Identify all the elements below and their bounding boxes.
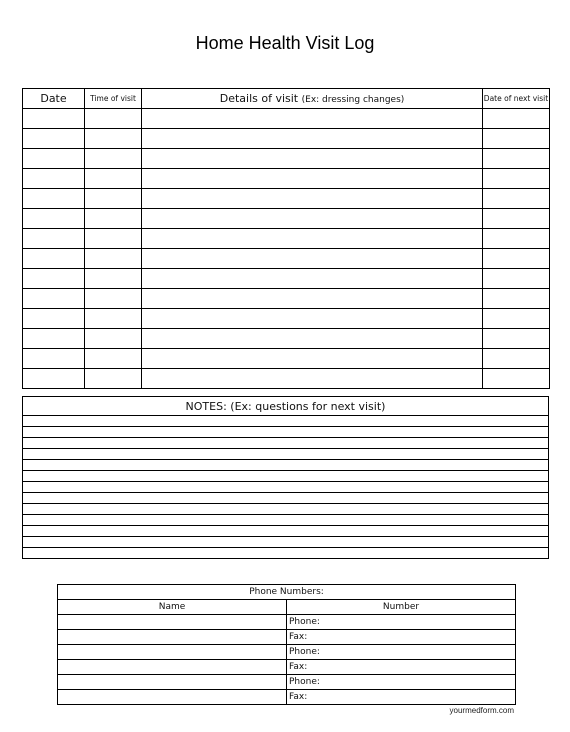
time-cell[interactable] [85, 229, 142, 249]
notes-table [22, 396, 549, 559]
notes-line-cell[interactable] [23, 548, 549, 559]
next-visit-cell[interactable] [483, 109, 550, 129]
details-cell[interactable] [142, 109, 483, 129]
phone-title-row [58, 585, 516, 600]
next-visit-cell[interactable] [483, 289, 550, 309]
next-visit-cell[interactable] [483, 169, 550, 189]
time-cell[interactable] [85, 349, 142, 369]
time-cell[interactable] [85, 209, 142, 229]
notes-line-cell[interactable] [23, 504, 549, 515]
visit-row [23, 349, 550, 369]
date-cell[interactable] [23, 149, 85, 169]
date-cell[interactable] [23, 289, 85, 309]
phone-row [58, 630, 516, 645]
visit-row [23, 229, 550, 249]
contact-number-cell[interactable]: Phone: [287, 675, 516, 690]
details-cell[interactable] [142, 269, 483, 289]
contact-name-cell[interactable] [58, 615, 287, 630]
date-cell[interactable] [23, 109, 85, 129]
visit-row [23, 369, 550, 389]
time-cell[interactable] [85, 369, 142, 389]
visit-row [23, 189, 550, 209]
next-visit-cell[interactable] [483, 129, 550, 149]
date-cell[interactable] [23, 209, 85, 229]
visit-table-body [23, 109, 550, 389]
date-cell[interactable] [23, 189, 85, 209]
phone-table-body [58, 615, 516, 705]
notes-line [23, 471, 549, 482]
notes-line [23, 504, 549, 515]
notes-line-cell[interactable] [23, 515, 549, 526]
date-cell[interactable] [23, 169, 85, 189]
notes-body [23, 416, 549, 559]
details-cell[interactable] [142, 289, 483, 309]
visit-row [23, 209, 550, 229]
time-cell[interactable] [85, 129, 142, 149]
next-visit-cell[interactable] [483, 309, 550, 329]
time-cell[interactable] [85, 269, 142, 289]
phone-row [58, 645, 516, 660]
notes-line-cell[interactable] [23, 537, 549, 548]
next-visit-column-header: Date of next visit [483, 89, 550, 109]
time-cell[interactable] [85, 189, 142, 209]
contact-number-cell[interactable]: Fax: [287, 690, 516, 705]
notes-line-cell[interactable] [23, 427, 549, 438]
next-visit-cell[interactable] [483, 189, 550, 209]
next-visit-cell[interactable] [483, 149, 550, 169]
notes-line [23, 482, 549, 493]
notes-line-cell[interactable] [23, 493, 549, 504]
details-cell[interactable] [142, 129, 483, 149]
contact-name-cell[interactable] [58, 675, 287, 690]
visit-row [23, 169, 550, 189]
details-header-label: Details of visit [219, 92, 299, 105]
contact-name-cell[interactable] [58, 645, 287, 660]
date-cell[interactable] [23, 229, 85, 249]
date-column-header: Date [23, 89, 85, 109]
contact-number-cell[interactable]: Phone: [287, 615, 516, 630]
date-cell[interactable] [23, 309, 85, 329]
contact-name-cell[interactable] [58, 660, 287, 675]
next-visit-cell[interactable] [483, 229, 550, 249]
next-visit-cell[interactable] [483, 369, 550, 389]
phone-row [58, 615, 516, 630]
details-cell[interactable] [142, 229, 483, 249]
notes-line [23, 493, 549, 504]
notes-line-cell[interactable] [23, 526, 549, 537]
next-visit-cell[interactable] [483, 249, 550, 269]
contact-name-cell[interactable] [58, 690, 287, 705]
visit-row [23, 109, 550, 129]
notes-line-cell[interactable] [23, 416, 549, 427]
visit-row [23, 249, 550, 269]
next-visit-cell[interactable] [483, 209, 550, 229]
notes-line [23, 548, 549, 559]
date-cell[interactable] [23, 249, 85, 269]
details-cell[interactable] [142, 309, 483, 329]
date-cell[interactable] [23, 269, 85, 289]
next-visit-cell[interactable] [483, 349, 550, 369]
visit-row [23, 269, 550, 289]
details-cell[interactable] [142, 209, 483, 229]
phone-row [58, 675, 516, 690]
date-cell[interactable] [23, 329, 85, 349]
time-cell[interactable] [85, 289, 142, 309]
details-cell[interactable] [142, 169, 483, 189]
details-cell[interactable] [142, 329, 483, 349]
date-cell[interactable] [23, 349, 85, 369]
notes-header: NOTES: (Ex: questions for next visit) [23, 397, 549, 416]
phone-numbers-title: Phone Numbers: [58, 585, 516, 600]
phone-row [58, 690, 516, 705]
notes-line-cell[interactable] [23, 482, 549, 493]
notes-line [23, 460, 549, 471]
name-column-header: Name [58, 600, 287, 615]
date-cell[interactable] [23, 369, 85, 389]
notes-line [23, 526, 549, 537]
next-visit-cell[interactable] [483, 269, 550, 289]
visit-table-header-row [23, 89, 550, 109]
notes-line-cell[interactable] [23, 438, 549, 449]
page-title: Home Health Visit Log [195, 33, 375, 53]
time-column-header: Time of visit [85, 89, 142, 109]
visit-row [23, 289, 550, 309]
visit-row [23, 149, 550, 169]
visit-row [23, 329, 550, 349]
details-header-example: (Ex: dressing changes) [301, 95, 405, 105]
notes-line [23, 416, 549, 427]
notes-line [23, 449, 549, 460]
visit-log-table [22, 88, 550, 389]
number-column-header: Number [287, 600, 516, 615]
footer-site: yourmedform.com [449, 706, 514, 715]
time-cell[interactable] [85, 169, 142, 189]
phone-numbers-table [57, 584, 516, 705]
time-cell[interactable] [85, 249, 142, 269]
notes-line [23, 427, 549, 438]
details-cell[interactable] [142, 189, 483, 209]
date-cell[interactable] [23, 129, 85, 149]
details-cell[interactable] [142, 349, 483, 369]
details-cell[interactable] [142, 369, 483, 389]
details-cell[interactable] [142, 249, 483, 269]
details-cell[interactable] [142, 149, 483, 169]
notes-line-cell[interactable] [23, 449, 549, 460]
notes-line [23, 515, 549, 526]
contact-number-cell[interactable]: Fax: [287, 630, 516, 645]
details-column-header [142, 89, 483, 109]
time-cell[interactable] [85, 329, 142, 349]
phone-row [58, 660, 516, 675]
contact-number-cell[interactable]: Fax: [287, 660, 516, 675]
notes-line-cell[interactable] [23, 460, 549, 471]
notes-line [23, 537, 549, 548]
time-cell[interactable] [85, 109, 142, 129]
notes-line [23, 438, 549, 449]
visit-row [23, 309, 550, 329]
visit-row [23, 129, 550, 149]
contact-name-cell[interactable] [58, 630, 287, 645]
next-visit-cell[interactable] [483, 329, 550, 349]
notes-header-row [23, 397, 549, 416]
notes-line-cell[interactable] [23, 471, 549, 482]
time-cell[interactable] [85, 149, 142, 169]
contact-number-cell[interactable]: Phone: [287, 645, 516, 660]
time-cell[interactable] [85, 309, 142, 329]
phone-header-row [58, 600, 516, 615]
